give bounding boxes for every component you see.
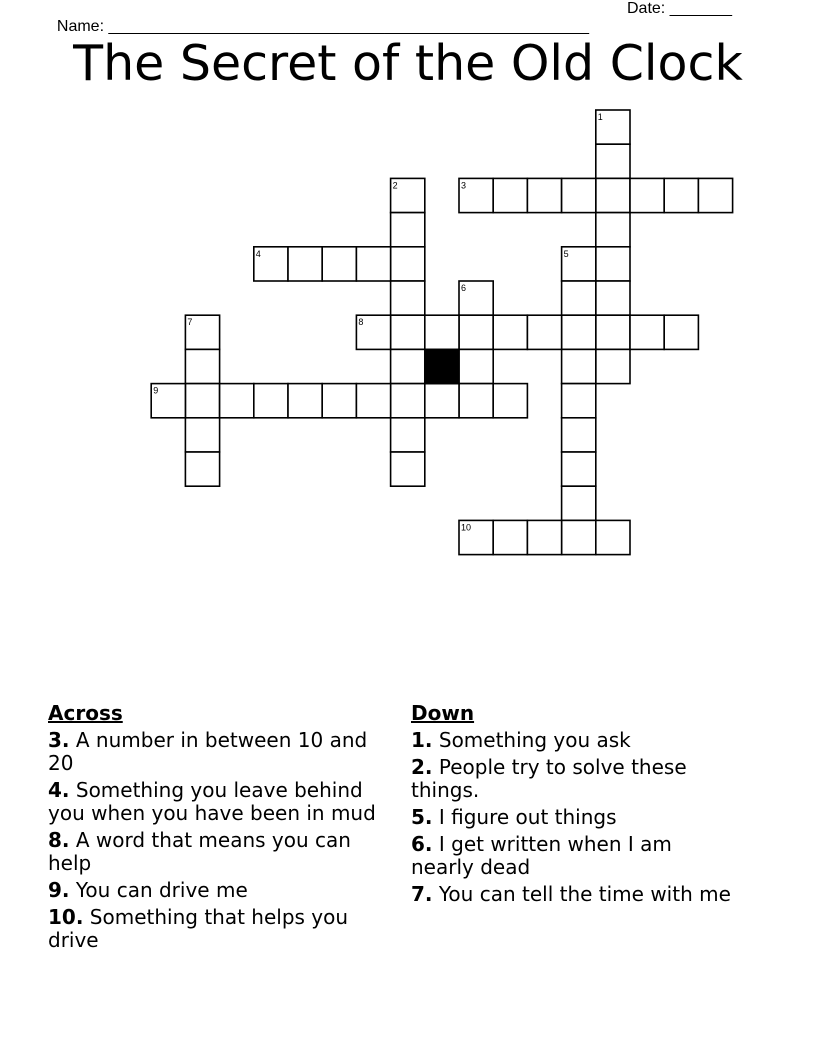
header-line	[48, 0, 748, 35]
grid-cell[interactable]	[562, 349, 596, 383]
grid-cell[interactable]	[493, 520, 527, 554]
grid-cell[interactable]	[698, 178, 732, 212]
grid-cell[interactable]	[185, 452, 219, 486]
clue-item	[48, 906, 393, 952]
grid-cell[interactable]	[391, 418, 425, 452]
grid-cell[interactable]	[425, 384, 459, 418]
clue-item	[48, 779, 393, 825]
clue-number-label: 10	[461, 522, 472, 533]
grid-cell[interactable]	[288, 384, 322, 418]
grid-cell[interactable]	[391, 213, 425, 247]
clue-text: You can drive me	[69, 878, 248, 902]
grid-cell[interactable]	[322, 247, 356, 281]
grid-cell[interactable]	[596, 178, 630, 212]
grid-cell[interactable]	[493, 178, 527, 212]
grid-cell[interactable]	[391, 281, 425, 315]
grid-cell[interactable]	[220, 384, 254, 418]
down-heading: Down	[411, 701, 475, 725]
across-clues	[48, 702, 393, 956]
clue-text: People try to solve these things.	[411, 755, 687, 802]
clue-text: I figure out things	[432, 805, 617, 829]
clue-number-label: 4	[255, 248, 261, 259]
grid-cell[interactable]	[527, 315, 561, 349]
blocked-cell	[425, 349, 459, 383]
clue-text: Something you ask	[432, 728, 631, 752]
down-clues	[411, 702, 741, 910]
grid-cell[interactable]	[185, 384, 219, 418]
grid-cell[interactable]	[596, 349, 630, 383]
grid-cell[interactable]	[527, 178, 561, 212]
grid-cell[interactable]	[459, 178, 493, 212]
grid-cell[interactable]	[459, 281, 493, 315]
grid-cell[interactable]	[596, 315, 630, 349]
grid-cell[interactable]	[562, 178, 596, 212]
grid-cell[interactable]	[664, 178, 698, 212]
grid-cell[interactable]	[254, 384, 288, 418]
grid-cell[interactable]	[596, 110, 630, 144]
grid-cell[interactable]	[596, 520, 630, 554]
clue-number: 4.	[48, 778, 70, 802]
grid-cell[interactable]	[391, 178, 425, 212]
clue-item	[411, 756, 741, 802]
clue-number: 1.	[411, 728, 433, 752]
across-clue-list	[48, 729, 393, 952]
grid-cell[interactable]	[562, 486, 596, 520]
clue-text: I get written when I am nearly dead	[411, 832, 672, 879]
page-title: The Secret of the Old Clock	[73, 35, 743, 92]
grid-cell[interactable]	[459, 520, 493, 554]
clue-item	[411, 883, 741, 906]
down-clue-list	[411, 729, 741, 906]
grid-cell[interactable]	[493, 315, 527, 349]
grid-cell[interactable]	[391, 384, 425, 418]
clue-text: A word that means you can help	[48, 828, 351, 875]
clue-number-label: 1	[597, 112, 603, 122]
clue-number-label: 5	[563, 248, 569, 259]
grid-cell[interactable]	[185, 315, 219, 349]
clue-number-label: 9	[153, 385, 159, 396]
clue-text: Something that helps you drive	[48, 905, 349, 952]
grid-cell[interactable]	[185, 349, 219, 383]
clue-number: 9.	[48, 878, 70, 902]
grid-cell[interactable]	[151, 384, 185, 418]
grid-cell[interactable]	[391, 349, 425, 383]
grid-cell[interactable]	[562, 315, 596, 349]
clue-number: 2.	[411, 755, 433, 779]
grid-cell[interactable]	[562, 418, 596, 452]
grid-cell[interactable]	[493, 384, 527, 418]
grid-cell[interactable]	[322, 384, 356, 418]
clue-number: 3.	[48, 728, 70, 752]
clue-number: 5.	[411, 805, 433, 829]
grid-cell[interactable]	[356, 247, 390, 281]
clue-number-label: 7	[187, 317, 193, 328]
clue-number-label: 6	[461, 283, 467, 293]
clue-number: 8.	[48, 828, 70, 852]
grid-cell[interactable]	[356, 315, 390, 349]
clue-item	[48, 829, 393, 875]
grid-cell[interactable]	[562, 520, 596, 554]
clue-text: You can tell the time with me	[432, 882, 731, 906]
grid-cell[interactable]	[562, 247, 596, 281]
grid-cell[interactable]	[459, 315, 493, 349]
grid-cell[interactable]	[288, 247, 322, 281]
clue-item	[411, 833, 741, 879]
grid-cell[interactable]	[596, 213, 630, 247]
grid-cell[interactable]	[596, 144, 630, 178]
clue-number-label: 3	[461, 180, 467, 191]
grid-cell[interactable]	[185, 418, 219, 452]
across-heading: Across	[48, 701, 123, 725]
clue-number: 7.	[411, 882, 433, 906]
date-field[interactable]: Date: _______	[627, 0, 732, 17]
clue-text: A number in between 10 and 20	[48, 728, 368, 775]
clue-item	[411, 729, 741, 752]
clue-number-label: 8	[358, 317, 364, 328]
grid-cell[interactable]	[562, 452, 596, 486]
clue-number-label: 2	[392, 180, 398, 191]
grid-cell[interactable]	[391, 315, 425, 349]
name-field[interactable]: Name: ______________________________________________________	[56, 18, 589, 35]
grid-cell[interactable]	[562, 384, 596, 418]
grid-cell[interactable]	[664, 315, 698, 349]
grid-cell[interactable]	[356, 384, 390, 418]
grid-cell[interactable]	[391, 247, 425, 281]
clue-number: 10.	[48, 905, 84, 929]
grid-cell[interactable]	[596, 281, 630, 315]
grid-cell[interactable]	[254, 247, 288, 281]
clue-item	[48, 729, 393, 775]
grid-cell[interactable]	[459, 384, 493, 418]
grid-cell[interactable]	[391, 452, 425, 486]
grid-cell[interactable]	[425, 315, 459, 349]
clue-text: Something you leave behind you when you have been in mud	[48, 778, 376, 825]
clue-item	[411, 806, 741, 829]
grid-cell[interactable]	[630, 178, 664, 212]
grid-cell[interactable]	[527, 520, 561, 554]
grid-cell[interactable]	[596, 247, 630, 281]
grid-cell[interactable]	[630, 315, 664, 349]
grid-cell[interactable]	[562, 281, 596, 315]
clue-item	[48, 879, 393, 902]
clue-number: 6.	[411, 832, 433, 856]
grid-cell[interactable]	[459, 349, 493, 383]
